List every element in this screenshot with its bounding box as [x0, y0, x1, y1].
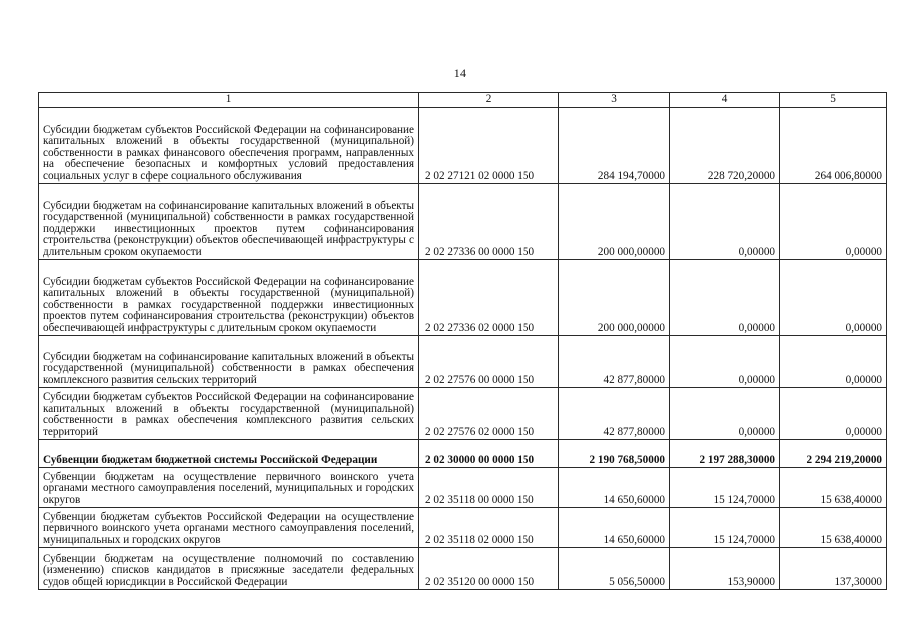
table-row	[39, 108, 887, 184]
table-row	[39, 388, 887, 440]
row-value-col5: 2 294 219,20000	[780, 440, 887, 468]
row-value-col5: 15 638,40000	[780, 508, 887, 548]
column-header-1: 1	[39, 93, 419, 108]
row-value-col3: 14 650,60000	[559, 508, 670, 548]
row-value-col4: 0,00000	[670, 336, 780, 388]
row-value-col4: 228 720,20000	[670, 108, 780, 184]
table-row	[39, 508, 887, 548]
row-name: Субсидии бюджетам субъектов Российской Федерации на софинансирование капитальных вложений в объекты государственной (муниципальной) собственности в рамках обеспечения комплексного развития сельских территорий	[39, 388, 419, 440]
row-value-col3: 284 194,70000	[559, 108, 670, 184]
row-value-col3: 200 000,00000	[559, 260, 670, 336]
row-value-col5: 0,00000	[780, 388, 887, 440]
table-row	[39, 548, 887, 590]
table-header-row	[39, 93, 887, 108]
table-row	[39, 336, 887, 388]
row-code: 2 02 27576 00 0000 150	[419, 336, 559, 388]
row-code: 2 02 27121 02 0000 150	[419, 108, 559, 184]
row-code: 2 02 27336 00 0000 150	[419, 184, 559, 260]
row-value-col5: 137,30000	[780, 548, 887, 590]
row-value-col3: 5 056,50000	[559, 548, 670, 590]
row-value-col4: 15 124,70000	[670, 508, 780, 548]
table-row	[39, 260, 887, 336]
row-value-col3: 2 190 768,50000	[559, 440, 670, 468]
budget-revenue-table	[38, 92, 887, 590]
row-value-col4: 2 197 288,30000	[670, 440, 780, 468]
row-value-col4: 0,00000	[670, 260, 780, 336]
row-code: 2 02 35118 02 0000 150	[419, 508, 559, 548]
row-value-col4: 0,00000	[670, 184, 780, 260]
row-value-col5: 264 006,80000	[780, 108, 887, 184]
row-code: 2 02 35120 00 0000 150	[419, 548, 559, 590]
row-value-col5: 0,00000	[780, 336, 887, 388]
row-code: 2 02 27576 02 0000 150	[419, 388, 559, 440]
row-name: Субвенции бюджетам на осуществление полномочий по составлению (изменению) списков кандидатов в присяжные заседатели федеральных судов общей юрисдикции в Российской Федерации	[39, 548, 419, 590]
row-value-col3: 14 650,60000	[559, 468, 670, 508]
column-header-3: 3	[559, 93, 670, 108]
row-value-col4: 15 124,70000	[670, 468, 780, 508]
row-value-col3: 200 000,00000	[559, 184, 670, 260]
row-name: Субсидии бюджетам на софинансирование капитальных вложений в объекты государственной (муниципальной) собственности в рамках обеспечения комплексного развития сельских территорий	[39, 336, 419, 388]
row-code: 2 02 30000 00 0000 150	[419, 440, 559, 468]
row-name: Субвенции бюджетам субъектов Российской Федерации на осуществление первичного воинского учета органами местного самоуправления поселений, муниципальных и городских округов	[39, 508, 419, 548]
row-value-col4: 0,00000	[670, 388, 780, 440]
column-header-4: 4	[670, 93, 780, 108]
page-number: 14	[453, 66, 467, 80]
row-value-col4: 153,90000	[670, 548, 780, 590]
row-value-col5: 15 638,40000	[780, 468, 887, 508]
row-value-col3: 42 877,80000	[559, 336, 670, 388]
column-header-5: 5	[780, 93, 887, 108]
row-code: 2 02 35118 00 0000 150	[419, 468, 559, 508]
row-value-col5: 0,00000	[780, 184, 887, 260]
row-name: Субвенции бюджетам бюджетной системы Российской Федерации	[39, 440, 419, 468]
table-row-subtotal	[39, 440, 887, 468]
row-name: Субсидии бюджетам субъектов Российской Федерации на софинансирование капитальных вложений в объекты государственной (муниципальной) собственности в рамках государственной поддержки инвестиционных проектов путем софинансирования строительства (реконструкции) объектов обеспечивающей инфраструктуры с длительным сроком окупаемости	[39, 260, 419, 336]
table-row	[39, 184, 887, 260]
row-name: Субсидии бюджетам субъектов Российской Федерации на софинансирование капитальных вложений в объекты государственной (муниципальной) собственности в рамках финансового обеспечения программ, направленных на обеспечение безопасных и комфортных условий предоставления социальных услуг в сфере социального обслуживания	[39, 108, 419, 184]
row-name: Субвенции бюджетам на осуществление первичного воинского учета органами местного самоуправления поселений, муниципальных и городских округов	[39, 468, 419, 508]
row-value-col5: 0,00000	[780, 260, 887, 336]
row-code: 2 02 27336 02 0000 150	[419, 260, 559, 336]
row-value-col3: 42 877,80000	[559, 388, 670, 440]
column-header-2: 2	[419, 93, 559, 108]
row-name: Субсидии бюджетам на софинансирование капитальных вложений в объекты государственной (муниципальной) собственности в рамках государственной поддержки инвестиционных проектов путем софинансирования строительства (реконструкции) объектов обеспечивающей инфраструктуры с длительным сроком окупаемости	[39, 184, 419, 260]
table-row	[39, 468, 887, 508]
